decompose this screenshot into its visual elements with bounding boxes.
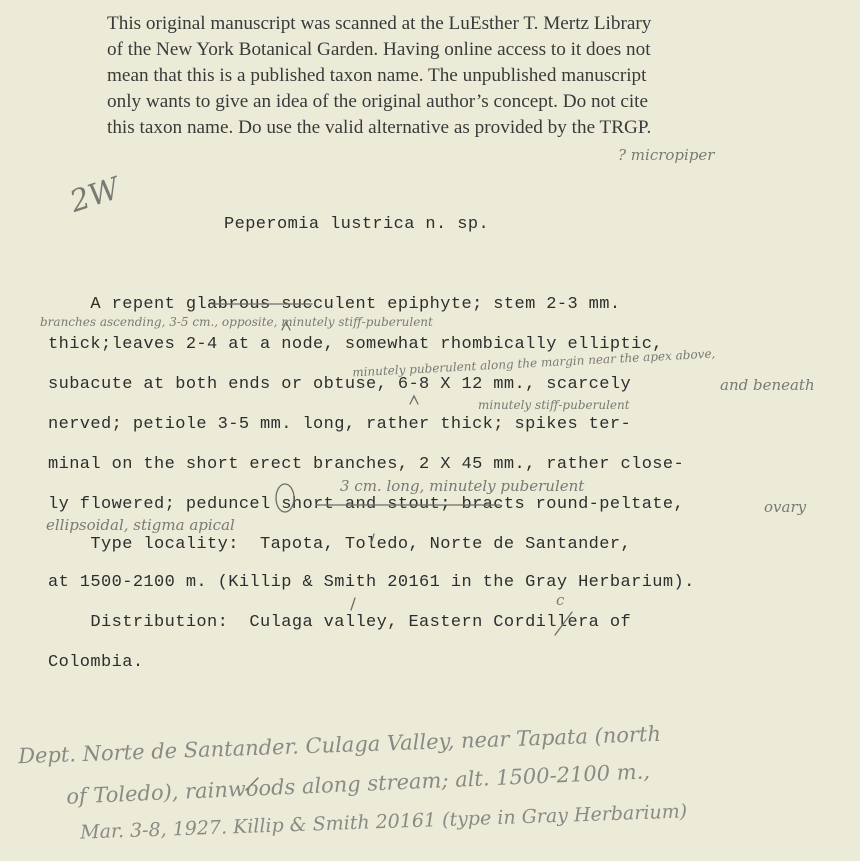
description-line: Colombia. [48, 653, 144, 672]
description-line: thick;leaves 2-4 at a node, somewhat rhombically elliptic, [48, 335, 663, 354]
annotation-long: 3 cm. long, minutely puberulent [340, 477, 585, 495]
caret-mark [282, 322, 290, 330]
annotation-correction: c [556, 591, 565, 609]
annotation-margin: minutely puberulent along the margin near the apex above, [351, 346, 716, 380]
strike-c [555, 612, 572, 635]
description-line: Type locality: Tapota, Toledo, Norte de Santander, [48, 535, 632, 554]
footer-note-line: Mar. 3-8, 1927. Killip & Smith 20161 (type in Gray Herbarium) [79, 800, 688, 844]
description-line: ly flowered; peduncel short and stout; bracts round-peltate, [48, 495, 685, 514]
notice-line: only wants to give an idea of the original author’s concept. Do not cite [107, 91, 649, 112]
description-line: at 1500-2100 m. (Killip & Smith 20161 in the Gray Herbarium). [48, 573, 695, 592]
accent-mark [371, 534, 374, 544]
notice-line: this taxon name. Do use the valid alternative as provided by the TRGP. [107, 117, 652, 138]
notice-line: of the New York Botanical Garden. Having online access to it does not [107, 39, 651, 60]
annotation-beneath: and beneath [720, 376, 815, 394]
annotation-branches: branches ascending, 3-5 cm., opposite, minutely stiff-puberulent [40, 315, 433, 329]
description-line: A repent glabrous succulent epiphyte; stem 2-3 mm. [48, 295, 621, 314]
notice-line: This original manuscript was scanned at the LuEsther T. Mertz Library [107, 13, 652, 34]
circled-letter [276, 484, 294, 512]
notice-line: mean that this is a published taxon name. The unpublished manuscript [107, 65, 647, 86]
annotation-ellipsoidal: ellipsoidal, stigma apical [46, 516, 235, 534]
description-line: minal on the short erect branches, 2 X 45 mm., rather close- [48, 455, 685, 474]
description-line: Distribution: Culaga valley, Eastern Cordillera of [48, 613, 632, 632]
annotation-2w: 2W [65, 171, 125, 220]
annotation-micropiper: ? micropiper [618, 146, 715, 164]
footer-note-line: of Toledo), rainwoods along stream; alt. 1500-2100 m., [65, 759, 651, 809]
annotation-stiff: minutely stiff-puberulent [478, 398, 630, 412]
species-title: Peperomia lustrica n. sp. [224, 215, 490, 234]
annotation-ovary: ovary [764, 498, 807, 516]
accent-mark [351, 598, 355, 610]
description-line: nerved; petiole 3-5 mm. long, rather thick; spikes ter- [48, 415, 632, 434]
footer-note-line: Dept. Norte de Santander. Culaga Valley, near Tapata (north [17, 721, 662, 769]
description-line: subacute at both ends or obtuse, 6-8 X 12 mm., scarcely [48, 375, 632, 394]
caret-mark [410, 396, 418, 404]
